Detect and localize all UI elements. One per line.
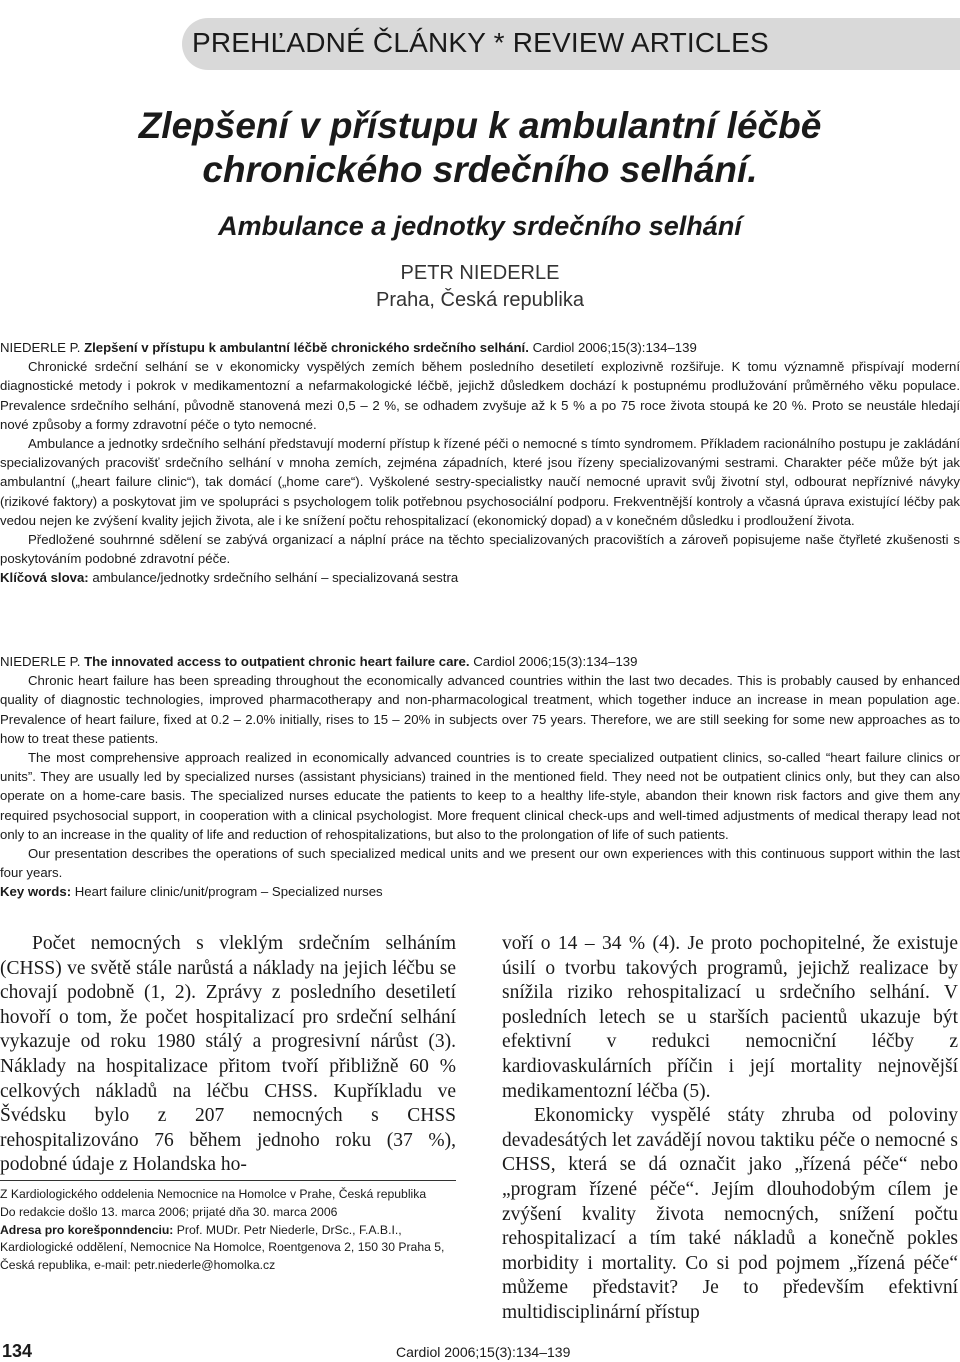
- body-left-paragraph-1: Počet nemocných s vleklým srdečním selháním (CHSS) ve světě stále narůstá a náklady na jejich léčbu se chovají podobně (1, 2). Zprávy z posledního desetiletí hovoří o tom, že počet hospitalizací pro srdeční selhání vykazuje od roku 1980 stálý a progresivní nárůst (3). Náklady na hospitalizace přitom tvoří přibližně 60 % celkových nákladů na léčbu CHSS. Kupříkladu ve Švédsku bylo z 207 nemocných s CHSS rehospitalizováno 76 během jednoho roku (37 %), podobné údaje z Holandska ho-: [0, 933, 456, 1176]
- footnote-address-label: Adresa pro korešponndenciu:: [0, 1222, 174, 1237]
- body-column-right: [502, 932, 958, 1326]
- body-right-paragraph-1: voří o 14 – 34 % (4). Je proto pochopitelné, že existuje úsilí o tvorbu takových programů, jejichž realizace by snížila riziko rehospitalizací u srdečního selhání. V posledních letech se u starších pacientů ukazuje být efektivní v redukci nemocniční léčby z kardiovaskulárních příčin i její mortality nejnovější medikamentozní léčba (5).: [502, 933, 958, 1102]
- body-right-paragraph-2: Ekonomicky vyspělé státy zhruba od poloviny devadesátých let zavádějí novou taktiku péče o nemocné s CHSS, která se dá označit jako „řízená péče“ nebo „program řízené péče“. Jejím dlouhodobým cílem je zvýšení kvality života nemocných, snížení počtu rehospitalizací a tím také nákladů a konečně pokles morbidity i mortality. Co si pod pojmem „řízená péče“ můžeme představit? Je to především efektivní multidisciplinární přístup: [502, 1105, 958, 1323]
- page-number: 134: [2, 1341, 33, 1361]
- footnote-address-text: Prof. MUDr. Petr Niederle, DrSc., F.A.B.I., Kardiologické oddělení, Nemocnice Na Homolce, Roentgenova 2, 150 30 Praha 5, Česká republika, e-mail: petr.niederle@homolka.cz: [0, 1222, 445, 1273]
- abstract-cz-title: Zlepšení v přístupu k ambulantní léčbě chronického srdečního selhání.: [84, 340, 529, 355]
- footer-citation: Cardiol 2006;15(3):134–139: [396, 1344, 571, 1360]
- abstract-czech: [0, 338, 960, 588]
- article-title-line-2: chronického srdečního selhání.: [202, 149, 758, 190]
- abstract-cz-keywords-text: ambulance/jednotky srdečního selhání – specializovaná sestra: [92, 570, 459, 586]
- footnote-affiliation: Z Kardiologického oddelenia Nemocnice na Homolce v Prahe, Česká republika: [0, 1187, 427, 1201]
- section-header: PREHĽADNÉ ČLÁNKY * REVIEW ARTICLES: [192, 27, 769, 58]
- abstract-en-keywords-label: Key words:: [0, 884, 72, 900]
- abstract-en-author: NIEDERLE P.: [0, 654, 81, 669]
- footnote-address: [0, 1222, 456, 1275]
- body-column-left: [0, 932, 456, 1178]
- abstract-cz-author: NIEDERLE P.: [0, 340, 81, 355]
- article-subtitle: Ambulance a jednotky srdečního selhání: [218, 211, 742, 241]
- abstract-en-paragraph-2: The most comprehensive approach realized in economically advanced countries is to create specialized outpatient clinics, so-called “heart failure clinics or units”. They are usually led by specialized nurses (assistant physicians) trained in the mentioned field. They need not be outpatient clinics only, but they can also operate on a home-care basis. The specialized nurses educate the patients to keep to a healthy life-style, abandon their known risk factors and give them any required psychosocial support, in cooperation with a clinical psychologist. More frequent clinical check-ups and well-timed adjustments of medical therapy lead not only to an increase in the quality of life and reduction of rehospitalizations, but also to the prolongation of life of such patients.: [0, 750, 960, 842]
- footnote-divider: [0, 1180, 456, 1181]
- abstract-en-citation: Cardiol 2006;15(3):134–139: [473, 654, 638, 669]
- author-affiliation: Praha, Česká republika: [376, 289, 584, 311]
- abstract-cz-header: [0, 338, 960, 357]
- abstract-en-paragraph-3: Our presentation describes the operations of such specialized medical units and we present our own experiences with this continuous support within the last four years.: [0, 846, 960, 881]
- abstract-cz-keywords: [0, 568, 960, 587]
- article-title: [0, 104, 960, 192]
- abstract-cz-paragraph-3: Předložené souhrnné sdělení se zabývá organizací a náplní práce na těchto specializovaných pracovištích a zároveň popisujeme naše čtyřleté zkušenosti s poskytováním podobné zdravotní péče.: [0, 532, 960, 567]
- abstract-en-keywords: [0, 882, 960, 901]
- abstract-english: [0, 652, 960, 902]
- footnote-received: Do redakcie došlo 13. marca 2006; prijaté dňa 30. marca 2006: [0, 1204, 338, 1219]
- abstract-cz-paragraph-2: Ambulance a jednotky srdečního selhání představují moderní přístup k řízené péči o nemocné s tímto syndromem. Příkladem racionálního postupu je zakládání specializovaných pracovišť srdečního selhání v mnoha zemích, zejména západních, které jsou řízeny specializovanými sestrami. Charakter péče může být jak ambulantní („heart failure clinic“), tak domácí („home care“). Vyškolené sestry-specialistky naučí nemocné upravit svůj životní styl, odbourat nepříznivé návyky (rizikové faktory) a poskytovat jim ve spolupráci s psychologem tolik potřebnou psychosociální podporu. Frekventnější kontroly a včasná úprava existující léčby pak vedou nejen ke zvýšení kvality jejich života, ale i ke snížení počtu rehospitalizací (ekonomický dopad) a v konečném důsledku i prodloužení života.: [0, 436, 960, 528]
- abstract-en-header: [0, 652, 960, 671]
- abstract-en-title: The innovated access to outpatient chronic heart failure care.: [84, 654, 470, 669]
- article-title-line-1: Zlepšení v přístupu k ambulantní léčbě: [138, 105, 822, 146]
- abstract-cz-citation: Cardiol 2006;15(3):134–139: [532, 340, 697, 355]
- abstract-en-paragraph-1: Chronic heart failure has been spreading throughout the economically advanced countries within the last two decades. This is probably caused by enhanced quality of diagnostic technologies, improved pharmacotherapy and non-pharmacological treatment, which together induce an increase in mean population age. Prevalence of heart failure, fixed at 0.2 – 2.0% initially, rises to 15 – 20% in subjects over 75 years. Therefore, we are still seeking for some new approaches as to how to treat these patients.: [0, 673, 960, 746]
- footnote: [0, 1186, 456, 1275]
- abstract-cz-keywords-label: Klíčová slova:: [0, 570, 89, 586]
- author-name: PETR NIEDERLE: [400, 262, 560, 284]
- abstract-cz-paragraph-1: Chronické srdeční selhání se v ekonomicky vyspělých zemích během posledního desetiletí explozivně rozšiřuje. K tomu významně přispívají moderní diagnostické metody i pokrok v medikamentozní a nefarmakologické léčbě, jejichž důsledkem dochází k postupnému prodlužování průměrného věku populace. Prevalence srdečního selhání, původně stanovená mezi 0,5 – 2 %, se odhadem zvyšuje až k 5 % a po 75 roce života stoupá ke 20 %. Proto se neustále hledají nové způsoby a formy zdravotní péče o tyto nemocné.: [0, 359, 960, 432]
- abstract-en-keywords-text: Heart failure clinic/unit/program – Specialized nurses: [74, 884, 383, 900]
